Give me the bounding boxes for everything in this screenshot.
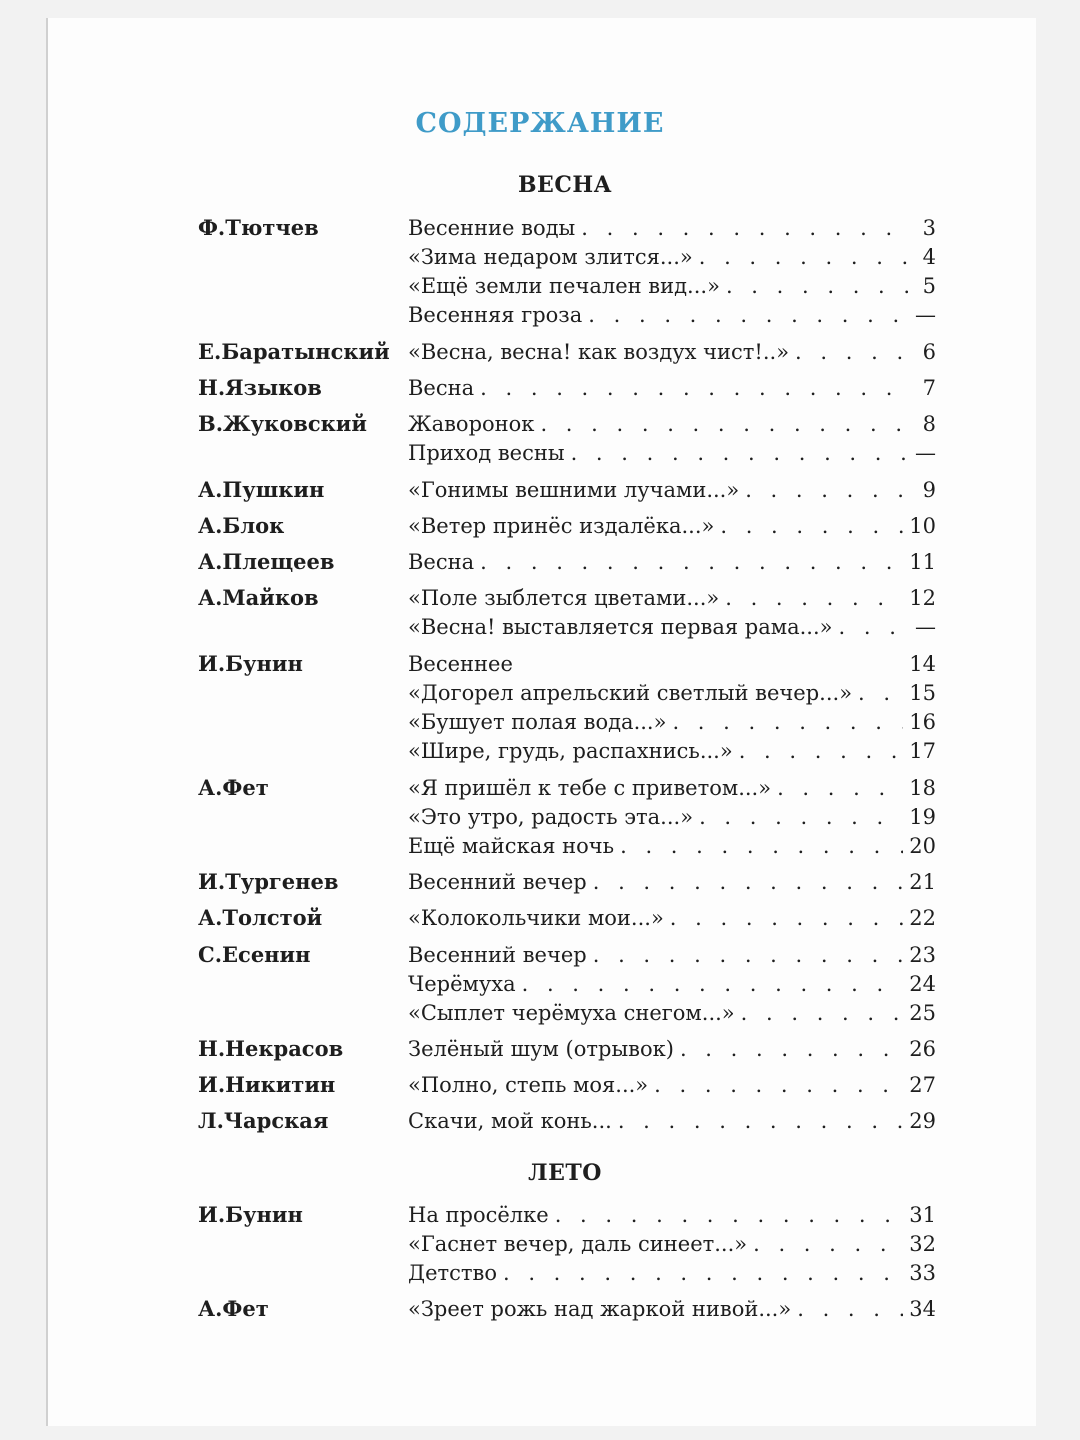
toc-work-title: Весна xyxy=(408,376,475,400)
toc-work-title: «Колокольчики мои...» xyxy=(408,906,664,930)
toc-dot-leader xyxy=(480,547,903,577)
toc-page-number: 24 xyxy=(909,972,936,996)
toc-entry xyxy=(0,547,1080,577)
toc-work-title: Весенний вечер xyxy=(408,943,587,967)
toc-dot-leader xyxy=(503,1258,903,1288)
toc-dot-leader xyxy=(725,583,903,613)
toc-work-title: Весенние воды xyxy=(408,216,576,240)
toc-line xyxy=(408,802,936,832)
toc-entry xyxy=(0,736,1080,766)
toc-entry xyxy=(0,242,1080,272)
toc-line xyxy=(408,1258,936,1288)
toc-entry xyxy=(0,831,1080,861)
toc-dot-leader xyxy=(571,438,908,468)
toc-entry xyxy=(0,1258,1080,1288)
toc-author: И.Бунин xyxy=(198,651,303,676)
toc-page-number: 34 xyxy=(909,1297,936,1321)
toc-work-title: «Бушует полая вода...» xyxy=(408,710,667,734)
toc-line xyxy=(408,1070,936,1100)
toc-author: А.Фет xyxy=(198,775,269,800)
toc-line xyxy=(408,475,936,505)
toc-line xyxy=(408,612,936,642)
toc-author: И.Тургенев xyxy=(198,869,339,894)
toc-author: И.Бунин xyxy=(198,1202,303,1227)
toc-line xyxy=(408,773,936,803)
toc-dot-leader xyxy=(540,409,908,439)
toc-line xyxy=(408,547,936,577)
toc-dot-leader xyxy=(522,969,904,999)
toc-entry xyxy=(0,940,1080,970)
toc-entry xyxy=(0,649,1080,679)
toc-work-title: Весна xyxy=(408,550,475,574)
toc-work-title: «Зреет рожь над жаркой нивой...» xyxy=(408,1297,792,1321)
toc-author: И.Никитин xyxy=(198,1072,336,1097)
toc-line xyxy=(408,1294,936,1324)
toc-page-number: 29 xyxy=(909,1109,936,1133)
toc-work-title: «Весна, весна! как воздух чист!..» xyxy=(408,340,790,364)
toc-author: Н.Некрасов xyxy=(198,1036,344,1061)
toc-page-number: 4 xyxy=(922,245,936,269)
toc-page-number: 6 xyxy=(922,340,936,364)
toc-entry xyxy=(0,867,1080,897)
toc-work-title: «Ещё земли печален вид...» xyxy=(408,274,720,298)
toc-work-title: «Догорел апрельский светлый вечер...» xyxy=(408,681,853,705)
toc-entry xyxy=(0,707,1080,737)
toc-page-number: — xyxy=(915,303,936,327)
toc-page-number: — xyxy=(915,441,936,465)
toc-line xyxy=(408,213,936,243)
toc-dot-leader xyxy=(699,802,903,832)
toc-work-title: «Поле зыблется цветами...» xyxy=(408,586,720,610)
toc-author: В.Жуковский xyxy=(198,411,367,436)
toc-line xyxy=(408,511,936,541)
toc-line xyxy=(408,940,936,970)
toc-dot-leader xyxy=(745,475,908,505)
toc-line xyxy=(408,649,936,679)
toc-page-number: — xyxy=(915,615,936,639)
toc-entry xyxy=(0,1034,1080,1064)
toc-work-title: «Гаснет вечер, даль синеет...» xyxy=(408,1232,748,1256)
toc-work-title: «Гонимы вешними лучами...» xyxy=(408,478,740,502)
toc-work-title: Весенняя гроза xyxy=(408,303,583,327)
toc-work-title: Весенний вечер xyxy=(408,870,587,894)
section-heading-spring: ВЕСНА xyxy=(517,172,613,198)
toc-entry xyxy=(0,969,1080,999)
toc-dot-leader xyxy=(739,736,904,766)
toc-author: Л.Чарская xyxy=(198,1108,329,1133)
toc-work-title: Приход весны xyxy=(408,441,565,465)
toc-dot-leader xyxy=(699,242,908,272)
toc-dot-leader xyxy=(726,271,908,301)
toc-entry xyxy=(0,300,1080,330)
toc-page-number: 3 xyxy=(922,216,936,240)
toc-page-number: 33 xyxy=(909,1261,936,1285)
toc-page-number: 7 xyxy=(922,376,936,400)
toc-page-number: 20 xyxy=(909,834,936,858)
toc-line xyxy=(408,707,936,737)
toc-dot-leader xyxy=(620,831,903,861)
toc-dot-leader xyxy=(839,612,908,642)
toc-page-number: 14 xyxy=(909,652,936,676)
toc-author: А.Фет xyxy=(198,1296,269,1321)
toc-author: Ф.Тютчев xyxy=(198,215,319,240)
toc-dot-leader xyxy=(593,940,904,970)
toc-author: А.Пушкин xyxy=(198,477,325,502)
toc-entry xyxy=(0,475,1080,505)
toc-work-title: «Полно, степь моя...» xyxy=(408,1073,649,1097)
toc-page-number: 26 xyxy=(909,1037,936,1061)
toc-entry xyxy=(0,1070,1080,1100)
toc-entry xyxy=(0,612,1080,642)
toc-page-number: 16 xyxy=(909,710,936,734)
toc-author: А.Блок xyxy=(198,513,285,538)
toc-line xyxy=(408,1106,936,1136)
toc-work-title: Детство xyxy=(408,1261,497,1285)
toc-author: С.Есенин xyxy=(198,942,311,967)
toc-dot-leader xyxy=(741,998,904,1028)
toc-line xyxy=(408,242,936,272)
toc-entry xyxy=(0,1229,1080,1259)
toc-work-title: Ещё майская ночь xyxy=(408,834,615,858)
toc-page-number: 17 xyxy=(909,739,936,763)
toc-author: Е.Баратынский xyxy=(198,339,390,364)
toc-dot-leader xyxy=(593,867,904,897)
toc-page-number: 11 xyxy=(909,550,936,574)
toc-line xyxy=(408,831,936,861)
toc-entry xyxy=(0,802,1080,832)
toc-page-number: 12 xyxy=(909,586,936,610)
toc-entry xyxy=(0,409,1080,439)
toc-line xyxy=(408,969,936,999)
toc-work-title: «Зима недаром злится...» xyxy=(408,245,693,269)
toc-work-title: «Это утро, радость эта...» xyxy=(408,805,694,829)
toc-line xyxy=(408,300,936,330)
toc-work-title: «Весна! выставляется первая рама...» xyxy=(408,615,833,639)
toc-dot-leader xyxy=(581,213,908,243)
toc-dot-leader xyxy=(480,373,908,403)
toc-work-title: Скачи, мой конь... xyxy=(408,1109,612,1133)
toc-author: А.Толстой xyxy=(198,905,323,930)
toc-author: А.Майков xyxy=(198,585,319,610)
toc-author: А.Плещеев xyxy=(198,549,335,574)
toc-entry xyxy=(0,903,1080,933)
toc-work-title: «Ветер принёс издалёка...» xyxy=(408,514,715,538)
toc-dot-leader xyxy=(720,511,903,541)
toc-entry xyxy=(0,373,1080,403)
toc-work-title: «Шире, грудь, распахнись...» xyxy=(408,739,733,763)
toc-dot-leader xyxy=(555,1200,904,1230)
toc-work-title: Зелёный шум (отрывок) xyxy=(408,1037,674,1061)
toc-page-number: 27 xyxy=(909,1073,936,1097)
toc-line xyxy=(408,1034,936,1064)
toc-entry xyxy=(0,337,1080,367)
toc-dot-leader xyxy=(797,1294,903,1324)
toc-dot-leader xyxy=(670,903,903,933)
toc-work-title: Черёмуха xyxy=(408,972,516,996)
toc-work-title: Весеннее xyxy=(408,652,513,676)
contents-title: СОДЕРЖАНИЕ xyxy=(415,108,665,139)
toc-page-number: 19 xyxy=(909,805,936,829)
toc-page-number: 8 xyxy=(922,412,936,436)
toc-work-title: На просёлке xyxy=(408,1203,549,1227)
toc-line xyxy=(408,736,936,766)
toc-entry xyxy=(0,511,1080,541)
toc-line xyxy=(408,337,936,367)
toc-line xyxy=(408,1229,936,1259)
toc-page-number: 18 xyxy=(909,776,936,800)
toc-dot-leader xyxy=(753,1229,903,1259)
toc-line xyxy=(408,903,936,933)
toc-page-number: 9 xyxy=(922,478,936,502)
toc-dot-leader xyxy=(672,707,903,737)
toc-line xyxy=(408,438,936,468)
toc-entry xyxy=(0,1106,1080,1136)
toc-page-number: 25 xyxy=(909,1001,936,1025)
toc-page-number: 32 xyxy=(909,1232,936,1256)
toc-line xyxy=(408,409,936,439)
toc-entry xyxy=(0,438,1080,468)
toc-entry xyxy=(0,678,1080,708)
toc-entry xyxy=(0,213,1080,243)
toc-page-number: 15 xyxy=(909,681,936,705)
toc-entry xyxy=(0,998,1080,1028)
toc-entry xyxy=(0,583,1080,613)
toc-dot-leader xyxy=(858,678,903,708)
toc-entry xyxy=(0,271,1080,301)
toc-work-title: «Я пришёл к тебе с приветом...» xyxy=(408,776,772,800)
toc-dot-leader xyxy=(618,1106,903,1136)
toc-page-number: 31 xyxy=(909,1203,936,1227)
toc-page-number: 10 xyxy=(909,514,936,538)
toc-page-number: 21 xyxy=(909,870,936,894)
toc-dot-leader xyxy=(680,1034,903,1064)
toc-line xyxy=(408,583,936,613)
toc-work-title: «Сыплет черёмуха снегом...» xyxy=(408,1001,735,1025)
toc-line xyxy=(408,867,936,897)
section-heading-summer: ЛЕТО xyxy=(528,1160,602,1186)
toc-dot-leader xyxy=(588,300,908,330)
toc-work-title: Жаворонок xyxy=(408,412,535,436)
toc-line xyxy=(408,373,936,403)
toc-line xyxy=(408,1200,936,1230)
toc-entry xyxy=(0,773,1080,803)
toc-line xyxy=(408,271,936,301)
toc-dot-leader xyxy=(777,773,903,803)
toc-dot-leader xyxy=(795,337,908,367)
toc-dot-leader xyxy=(654,1070,903,1100)
toc-page-number: 23 xyxy=(909,943,936,967)
toc-author: Н.Языков xyxy=(198,375,322,400)
toc-line xyxy=(408,678,936,708)
toc-page-number: 22 xyxy=(909,906,936,930)
toc-page-number: 5 xyxy=(922,274,936,298)
toc-line xyxy=(408,998,936,1028)
toc-entry xyxy=(0,1294,1080,1324)
toc-entry xyxy=(0,1200,1080,1230)
